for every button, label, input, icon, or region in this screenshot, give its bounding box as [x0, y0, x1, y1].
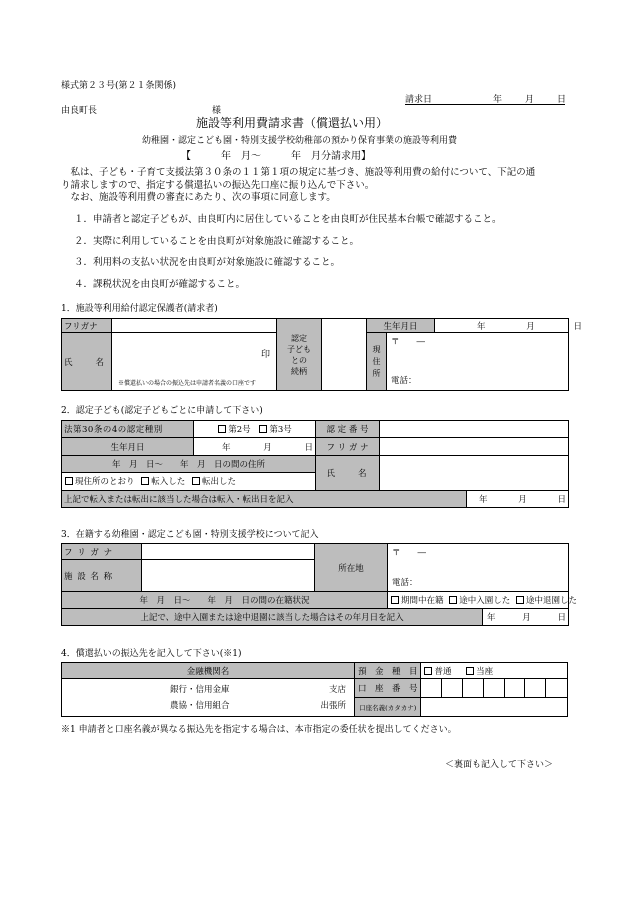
- agri-types: 農協・信用組合: [170, 701, 230, 711]
- enroll-status-label: 年 月 日～ 年 月 日の間の在籍状況: [62, 592, 388, 609]
- relation-label-1: 認定: [291, 333, 307, 343]
- cert-number-field[interactable]: [380, 421, 569, 438]
- addressee: 由良町長: [61, 106, 98, 116]
- child-address-options: [62, 473, 316, 490]
- footnote: ※1 申請者と口座名義が異なる振込先を指定する場合は、本市指定の委任状を提出してください。: [61, 725, 457, 735]
- account-holder-label: 口座名義(カタカナ): [354, 698, 420, 717]
- guardian-table: [61, 318, 582, 391]
- child-period-address-label: 年 月 日～ 年 月 日の間の住所: [62, 455, 316, 472]
- intro-text: [61, 167, 571, 205]
- section1-heading: 1．施設等利用給付認定保護者(請求者): [61, 304, 218, 314]
- consent-item-3: ３．利用料の支払い状況を由良町が対象施設に確認すること。: [74, 257, 341, 268]
- type3-label: 第3号: [269, 425, 292, 436]
- join-year: 年: [487, 613, 496, 623]
- current-address-checkbox[interactable]: [65, 477, 73, 485]
- joined-label: 途中入園した: [459, 596, 511, 606]
- bank-name-field[interactable]: [62, 679, 355, 717]
- consent-item-2: ２．実際に利用していることを由良町が対象施設に確認すること。: [74, 235, 360, 247]
- move-day: 日: [557, 494, 566, 505]
- intro-line-2: り請求しますので、指定する償還払いの振込先口座に振り込んで下さい。: [61, 179, 375, 191]
- child-table: [61, 420, 569, 508]
- guardian-birth-month: 月: [526, 321, 535, 332]
- form-number: 様式第２３号(第２１条関係): [61, 81, 177, 91]
- address-label-3: 所: [372, 368, 381, 378]
- ordinary-label: 普通: [434, 666, 452, 677]
- bank-types: 銀行・信用金庫: [170, 685, 230, 695]
- form-subtitle: 幼稚園・認定こども園・特別支援学校幼稚部の預かり保育事業の施設等利用費: [142, 136, 458, 146]
- honorific: 様: [212, 106, 222, 116]
- guardian-name-note: ※償還払いの場合の振込先は申請者名義の口座です: [118, 380, 257, 387]
- guardian-birth-field[interactable]: [435, 319, 582, 333]
- section2-heading: 2．認定子ども(認定子どもごとに申請して下さい): [61, 406, 263, 416]
- account-digit-1[interactable]: [421, 679, 442, 698]
- relation-label-4: 続柄: [291, 366, 307, 376]
- request-date-line: [405, 104, 565, 105]
- consent-item-4: ４．課税状況を由良町が確認すること。: [74, 278, 246, 290]
- join-date-field[interactable]: [483, 609, 569, 626]
- facility-postal: 〒 ―: [392, 548, 427, 558]
- guardian-name-field[interactable]: [112, 333, 277, 391]
- facility-name-field[interactable]: [142, 560, 315, 592]
- guardian-postal: 〒 ―: [391, 337, 426, 347]
- type2-checkbox[interactable]: [218, 425, 226, 433]
- address-label-2: 住: [372, 356, 381, 366]
- cert-type-options: [194, 421, 316, 438]
- section3-heading: 3．在籍する幼稚園・認定こども園・特別支援学校について記入: [61, 530, 319, 540]
- form-title: 施設等利用費請求書（償還払い用）: [196, 116, 389, 130]
- seal-mark: 印: [260, 350, 270, 360]
- account-number-label: 口 座 番 号: [354, 679, 420, 698]
- left-checkbox[interactable]: [516, 596, 524, 604]
- relation-label-3: との: [291, 355, 307, 365]
- current-checkbox[interactable]: [466, 667, 474, 675]
- relation-label: [277, 319, 322, 391]
- deposit-type-options: [421, 663, 568, 679]
- address-label-1: 現: [372, 344, 381, 354]
- guardian-birth-label: 生年月日: [367, 319, 435, 333]
- section4-heading: 4．償還払いの振込先を記入して下さい(※1): [61, 649, 242, 659]
- enroll-status-options: [388, 592, 577, 609]
- child-furigana-label: フ リ ガ ナ: [316, 438, 380, 455]
- move-date-note: 上記で転入または転出に該当した場合は転入・転出日を記入: [62, 490, 467, 507]
- join-date-note: 上記で、途中入園または途中退園に該当した場合はその年月日を記入: [62, 609, 483, 626]
- child-birth-month: 月: [263, 442, 272, 453]
- deposit-type-label: 預 金 種 目: [354, 663, 420, 679]
- request-date-label: 請求日: [405, 95, 433, 105]
- full-period-label: 期間中在籍: [401, 596, 444, 606]
- back-side-note: ＜裏面も記入して下さい＞: [445, 760, 554, 770]
- intro-line-3: なお、施設等利用費の審査にあたり、次の事項に同意します。: [70, 192, 336, 203]
- child-name-label: 氏 名: [316, 455, 380, 490]
- account-digit-5[interactable]: [504, 679, 525, 698]
- account-digit-3[interactable]: [462, 679, 483, 698]
- office-label: 出張所: [320, 701, 346, 711]
- type2-label: 第2号: [228, 425, 251, 436]
- bank-table: [61, 662, 568, 717]
- facility-location-label: 所在地: [315, 544, 388, 592]
- left-label: 途中退園した: [525, 596, 577, 606]
- relation-field[interactable]: [322, 319, 367, 391]
- bank-name-header: 金融機関名: [62, 663, 355, 679]
- moved-out-checkbox[interactable]: [192, 477, 200, 485]
- current-address-label: 現住所のとおり: [75, 477, 135, 488]
- move-date-field[interactable]: [467, 490, 569, 507]
- account-holder-field[interactable]: [421, 698, 568, 717]
- account-digit-6[interactable]: [525, 679, 546, 698]
- guardian-birth-day: 日: [573, 321, 582, 332]
- account-digit-2[interactable]: [442, 679, 463, 698]
- cert-type-label: 法第30条の4の認定種別: [62, 421, 194, 438]
- request-date-month: 月: [525, 95, 535, 105]
- facility-location-field[interactable]: [388, 544, 569, 592]
- facility-tel: 電話：: [392, 578, 418, 588]
- join-month: 月: [522, 613, 531, 623]
- facility-table: [61, 543, 577, 626]
- cert-number-label: 認 定 番 号: [316, 421, 380, 438]
- moved-out-label: 転出した: [201, 477, 236, 488]
- move-year: 年: [479, 494, 488, 505]
- consent-list: [74, 209, 502, 295]
- moved-in-label: 転入した: [151, 477, 186, 488]
- facility-furigana-field[interactable]: [142, 544, 315, 560]
- child-name-field[interactable]: [380, 455, 569, 490]
- child-birth-day: 日: [304, 442, 313, 453]
- guardian-furigana-label: フリガナ: [62, 319, 112, 333]
- type3-checkbox[interactable]: [259, 425, 267, 433]
- joined-checkbox[interactable]: [449, 596, 457, 604]
- request-date-year: 年: [493, 95, 503, 105]
- child-birth-year: 年: [222, 442, 231, 453]
- current-label: 当座: [476, 666, 494, 677]
- facility-name-label: 施 設 名 称: [62, 560, 142, 592]
- guardian-address-field[interactable]: [387, 333, 569, 391]
- guardian-birth-year: 年: [477, 321, 486, 332]
- account-digit-4[interactable]: [483, 679, 504, 698]
- consent-item-1: １．申請者と認定子どもが、由良町内に居住していることを由良町が住民基本台帳で確認すること。: [74, 214, 502, 225]
- address-label: [367, 333, 387, 391]
- join-day: 日: [557, 613, 566, 623]
- guardian-tel: 電話：: [391, 376, 417, 386]
- relation-label-2: 子ども: [287, 344, 311, 354]
- move-month: 月: [518, 494, 527, 505]
- full-period-checkbox[interactable]: [391, 596, 399, 604]
- child-birth-field[interactable]: [194, 438, 316, 455]
- guardian-furigana-field[interactable]: [112, 319, 277, 333]
- ordinary-checkbox[interactable]: [424, 667, 432, 675]
- moved-in-checkbox[interactable]: [141, 477, 149, 485]
- guardian-name-label: 氏 名: [62, 333, 112, 391]
- facility-furigana-label: フ リ ガ ナ: [62, 544, 142, 560]
- branch-label: 支店: [328, 685, 346, 695]
- request-date-day: 日: [557, 95, 567, 105]
- billing-period: 【 年 月～ 年 月分請求用】: [181, 151, 371, 162]
- account-digit-7[interactable]: [546, 679, 568, 698]
- child-birth-label: 生年月日: [62, 438, 194, 455]
- child-furigana-field[interactable]: [380, 438, 569, 455]
- intro-line-1: 私は、子ども・子育て支援法第３０条の１１第１項の規定に基づき、施設等利用費の給付について、下記の通: [70, 167, 536, 178]
